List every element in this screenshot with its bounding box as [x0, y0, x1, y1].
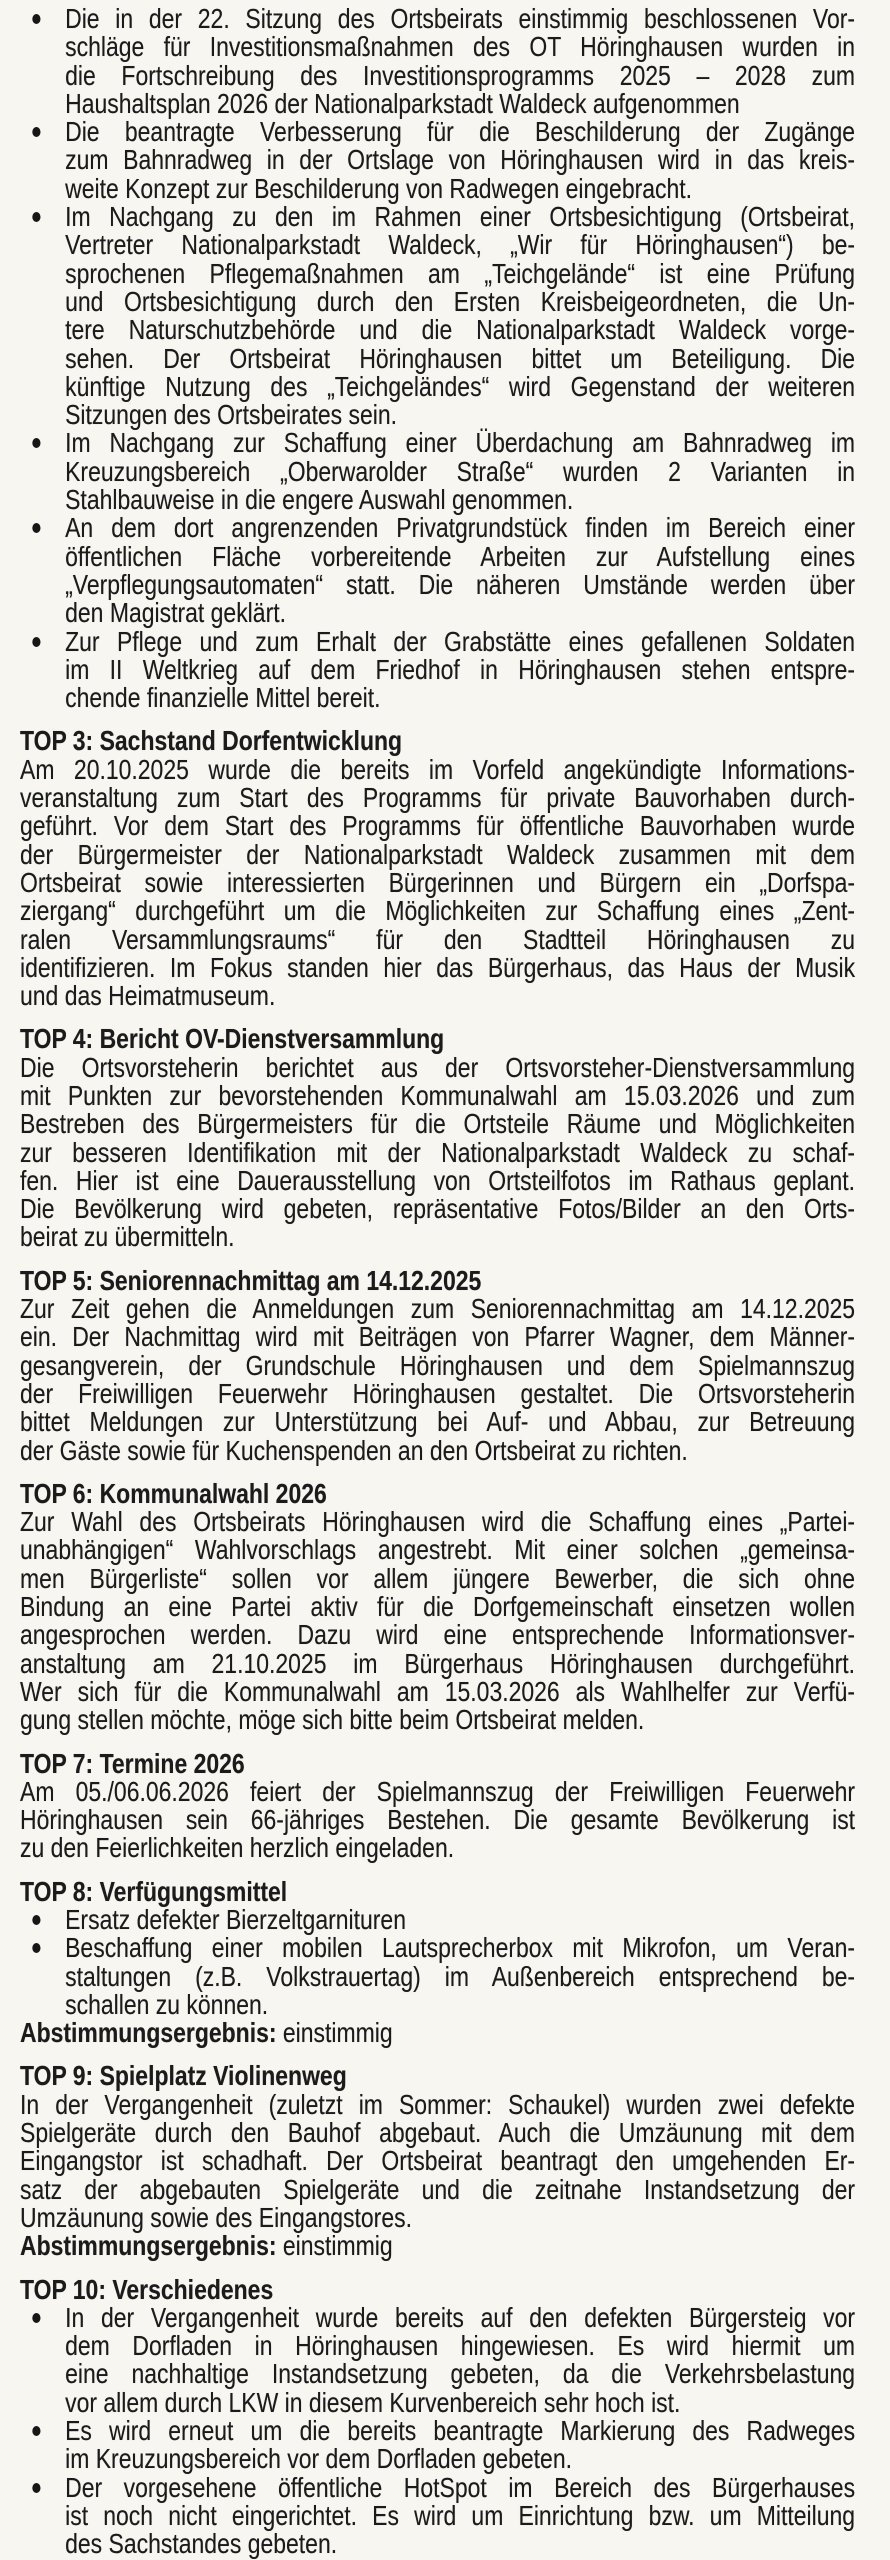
text-line: In der Vergangenheit wurde bereits auf den defekten Bürgersteig vor: [65, 2301, 856, 2333]
text-line: und das Heimatmuseum.: [20, 980, 276, 1012]
text-line: zur besseren Identifikation mit der Nationalparkstadt Waldeck zu schaf-: [20, 1136, 856, 1168]
text-line: des Sachstandes gebeten.: [65, 2528, 338, 2560]
text-line: zum Bahnradweg in der Ortslage von Höringhausen wird in das kreis-: [65, 144, 856, 176]
text-line: Bindung an eine Partei aktiv für die Dorfgemeinschaft einsetzen wollen: [20, 1591, 856, 1623]
bullet-dot-icon: [32, 438, 40, 448]
text-line: gung stellen möchte, möge sich bitte beim Ortsbeirat melden.: [20, 1704, 645, 1736]
section-top-6: [20, 1477, 856, 1736]
section-top-7: [20, 1747, 856, 1864]
text-line: vor allem durch LKW in diesem Kurvenbereich sehr hoch ist.: [65, 2386, 681, 2418]
text-line: Kreuzungsbereich „Oberwarolder Straße“ wurden 2 Varianten in: [65, 455, 856, 487]
text-line: tere Naturschutzbehörde und die Nationalparkstadt Waldeck vorge-: [65, 314, 856, 346]
section-heading: TOP 5: Seniorennachmittag am 14.12.2025: [20, 1264, 482, 1296]
text-line: Im Nachgang zu den im Rahmen einer Ortsbesichtigung (Ortsbeirat,: [65, 201, 856, 233]
bullet-item: [20, 118, 855, 203]
bullet-dot-icon: [32, 1915, 40, 1925]
text-line: Es wird erneut um die bereits beantragte Markierung des Radweges: [65, 2415, 856, 2447]
text-line: der Bürgermeister der Nationalparkstadt Waldeck zusammen mit dem: [20, 838, 856, 870]
text-line: chende finanzielle Mittel bereit.: [65, 682, 381, 714]
section-heading: TOP 3: Sachstand Dorfentwicklung: [20, 725, 403, 757]
text-line: den Magistrat geklärt.: [65, 597, 286, 629]
section-top-4: [20, 1025, 855, 1251]
result-value: einstimmig: [276, 2230, 393, 2262]
text-line: men Bürgerliste“ sollen vor allem jüngere Bewerber, die sich ohne: [20, 1562, 856, 1594]
text-line: Am 05./06.06.2026 feiert der Spielmannszug der Freiwilligen Feuerwehr: [20, 1775, 856, 1807]
text-line: Die in der 22. Sitzung des Ortsbeirats einstimmig beschlossenen Vor-: [65, 3, 856, 34]
text-line: öffentlichen Fläche vorbereitende Arbeiten zur Aufstellung eines: [65, 540, 856, 572]
text-line: dem Dorfladen in Höringhausen hingewiesen. Es wird hiermit um: [65, 2330, 856, 2362]
text-line: Stahlbauweise in die engere Auswahl genommen.: [65, 484, 574, 516]
text-line: geführt. Vor dem Start des Programms für öffentliche Bauvorhaben wurde: [20, 810, 856, 842]
text-line: künftige Nutzung des „Teichgeländes“ wird Gegenstand der weiteren: [65, 370, 856, 402]
text-line: veranstaltung zum Start des Programms für private Bauvorhaben durch-: [20, 782, 856, 814]
text-line: Bestreben des Bürgermeisters für die Ortsteile Räume und Möglichkeiten: [20, 1108, 856, 1140]
section-heading: TOP 6: Kommunalwahl 2026: [20, 1477, 327, 1509]
text-line: weite Konzept zur Beschilderung von Radwegen eingebracht.: [65, 172, 693, 204]
bullet-dot-icon: [32, 1943, 40, 1953]
bullet-item: [20, 1934, 855, 2019]
text-line: Höringhausen sein 66-jähriges Bestehen. Die gesamte Bevölkerung ist: [20, 1804, 856, 1836]
text-line: der Gäste sowie für Kuchenspenden an den Ortsbeirat zu richten.: [20, 1434, 688, 1466]
text-line: An dem dort angrenzenden Privatgrundstück finden im Bereich einer: [65, 512, 856, 544]
text-line: Haushaltsplan 2026 der Nationalparkstadt Waldeck aufgenommen: [65, 87, 740, 119]
text-line: ralen Versammlungsraums“ für den Stadtteil Höringhausen zu: [20, 923, 856, 955]
section-top-10: [20, 2273, 856, 2560]
text-line: der Freiwilligen Feuerwehr Höringhausen gestaltet. Die Ortsvorsteherin: [20, 1377, 856, 1409]
section-top-5: [20, 1264, 856, 1466]
text-line: Beschaffung einer mobilen Lautsprecherbox mit Mikrofon, um Veran-: [65, 1932, 856, 1964]
bullet-dot-icon: [32, 212, 40, 222]
text-line: und Ortsbesichtigung durch den Ersten Kreisbeigeordneten, die Un-: [65, 285, 856, 317]
text-line: Eingangstor ist schadhaft. Der Ortsbeirat beantragt den umgehenden Er-: [20, 2145, 856, 2177]
text-line: angesprochen werden. Dazu wird eine entsprechende Informationsver-: [20, 1619, 856, 1651]
section-top-9: [20, 2062, 855, 2260]
intro-bullet-list: [20, 5, 855, 712]
text-line: Zur Pflege und zum Erhalt der Grabstätte eines gefallenen Soldaten: [65, 625, 856, 657]
result-line: [20, 2232, 855, 2260]
text-line: anstaltung am 21.10.2025 im Bürgerhaus Höringhausen durchgeführt.: [20, 1647, 856, 1679]
text-line: mit Punkten zur bevorstehenden Kommunalwahl am 15.03.2026 und zum: [20, 1079, 856, 1111]
text-line: ist noch nicht eingerichtet. Es wird um Einrichtung bzw. um Mitteilung: [65, 2499, 856, 2531]
section-heading: TOP 4: Bericht OV-Dienstversammlung: [20, 1023, 445, 1055]
content-column: [20, 5, 855, 2559]
section-top-3: [20, 727, 855, 1010]
text-line: Die Bevölkerung wird gebeten, repräsentative Fotos/Bilder an den Orts-: [20, 1193, 856, 1225]
text-line: staltungen (z.B. Volkstrauertag) im Außenbereich entsprechend be-: [65, 1960, 856, 1992]
text-line: sehen. Der Ortsbeirat Höringhausen bittet um Beteiligung. Die: [65, 342, 856, 374]
text-line: sprochenen Pflegemaßnahmen am „Teichgelände“ ist eine Prüfung: [65, 257, 856, 289]
text-line: eine nachhaltige Instandsetzung gebeten, da die Verkehrsbelastung: [65, 2358, 856, 2390]
text-line: Zur Zeit gehen die Anmeldungen zum Seniorennachmittag am 14.12.2025: [20, 1293, 856, 1325]
text-line: Zur Wahl des Ortsbeirats Höringhausen wird die Schaffung eines „Partei-: [20, 1506, 856, 1538]
section-heading: TOP 9: Spielplatz Violinenweg: [20, 2060, 347, 2092]
section-heading: TOP 7: Termine 2026: [20, 1747, 245, 1779]
result-line: [20, 2019, 855, 2047]
text-line: Ortsbeirat sowie interessierten Bürgerinnen und Bürgern ein „Dorfspa-: [20, 866, 856, 898]
bullet-item: [20, 1906, 855, 1934]
section-heading: TOP 8: Verfügungsmittel: [20, 1875, 288, 1907]
text-line: Der vorgesehene öffentliche HotSpot im Bereich des Bürgerhauses: [65, 2471, 856, 2503]
text-line: Wer sich für die Kommunalwahl am 15.03.2026 als Wahlhelfer zur Verfü-: [20, 1675, 856, 1707]
bullet-item: [20, 514, 855, 627]
bullet-dot-icon: [32, 523, 40, 533]
bullet-item: [20, 2417, 855, 2474]
bullet-dot-icon: [32, 637, 40, 647]
bullet-dot-icon: [32, 127, 40, 137]
bullet-item: [20, 2301, 856, 2418]
text-line: satz der abgebauten Spielgeräte und die zeitnahe Instandsetzung der: [20, 2173, 856, 2205]
bullet-dot-icon: [32, 2426, 40, 2436]
text-line: zu den Feierlichkeiten herzlich eingeladen.: [20, 1832, 455, 1864]
text-line: Die Ortsvorsteherin berichtet aus der Ortsvorsteher-Dienstversammlung: [20, 1051, 856, 1083]
text-line: ziergang“ durchgeführt um die Möglichkeiten zur Schaffung eines „Zent-: [20, 895, 856, 927]
result-value: einstimmig: [276, 2017, 393, 2049]
bullet-item: [20, 203, 855, 429]
text-line: Im Nachgang zur Schaffung einer Überdachung am Bahnradweg im: [65, 427, 856, 459]
text-line: Vertreter Nationalparkstadt Waldeck, „Wir für Höringhausen“) be-: [65, 229, 856, 261]
text-line: schläge für Investitionsmaßnahmen des OT Höringhausen wurden in: [65, 31, 856, 63]
result-label: Abstimmungsergebnis:: [20, 2230, 277, 2262]
bullet-dot-icon: [32, 2313, 40, 2323]
result-label: Abstimmungsergebnis:: [20, 2017, 277, 2049]
text-line: Umzäunung sowie des Eingangstores.: [20, 2201, 412, 2233]
text-line: Am 20.10.2025 wurde die bereits im Vorfeld angekündigte Informations-: [20, 753, 856, 785]
text-line: ein. Der Nachmittag wird mit Beiträgen von Pfarrer Wagner, dem Männer-: [20, 1321, 856, 1353]
bullet-item: [20, 429, 855, 514]
bullet-item: [20, 625, 856, 714]
bullet-item: [20, 5, 855, 118]
text-line: schallen zu können.: [65, 1988, 269, 2020]
text-line: beirat zu übermitteln.: [20, 1221, 235, 1253]
text-line: die Fortschreibung des Investitionsprogramms 2025 – 2028 zum: [65, 59, 856, 91]
text-line: Sitzungen des Ortsbeirates sein.: [65, 399, 398, 431]
bullet-dot-icon: [32, 14, 40, 24]
text-line: „Verpflegungsautomaten“ statt. Die näheren Umstände werden über: [65, 568, 856, 600]
text-line: identifizieren. Im Fokus standen hier das Bürgerhaus, das Haus der Musik: [20, 951, 856, 983]
text-line: Spielgeräte durch den Bauhof abgebaut. Auch die Umzäunung mit dem: [20, 2117, 856, 2149]
text-line: fen. Hier ist eine Dauerausstellung von Ortsteilfotos im Rathaus geplant.: [20, 1164, 856, 1196]
text-line: bittet Meldungen zur Unterstützung bei Auf- und Abbau, zur Betreuung: [20, 1406, 856, 1438]
bullet-item: [20, 2471, 856, 2560]
text-line: im Kreuzungsbereich vor dem Dorfladen gebeten.: [65, 2443, 572, 2475]
text-line: gesangverein, der Grundschule Höringhausen und dem Spielmannszug: [20, 1349, 856, 1381]
section-heading: TOP 10: Verschiedenes: [20, 2273, 274, 2305]
section-top-8: [20, 1875, 856, 2049]
text-line: In der Vergangenheit (zuletzt im Sommer: Schaukel) wurden zwei defekte: [20, 2088, 856, 2120]
bullet-dot-icon: [32, 2483, 40, 2493]
text-line: unabhängigen“ Wahlvorschlags angestrebt. Mit einer solchen „gemeinsa-: [20, 1534, 856, 1566]
text-line: Ersatz defekter Bierzeltgarnituren: [65, 1904, 406, 1935]
text-line: im II Weltkrieg auf dem Friedhof in Höringhausen stehen entspre-: [65, 653, 856, 685]
text-line: Die beantragte Verbesserung für die Beschilderung der Zugänge: [65, 116, 856, 148]
